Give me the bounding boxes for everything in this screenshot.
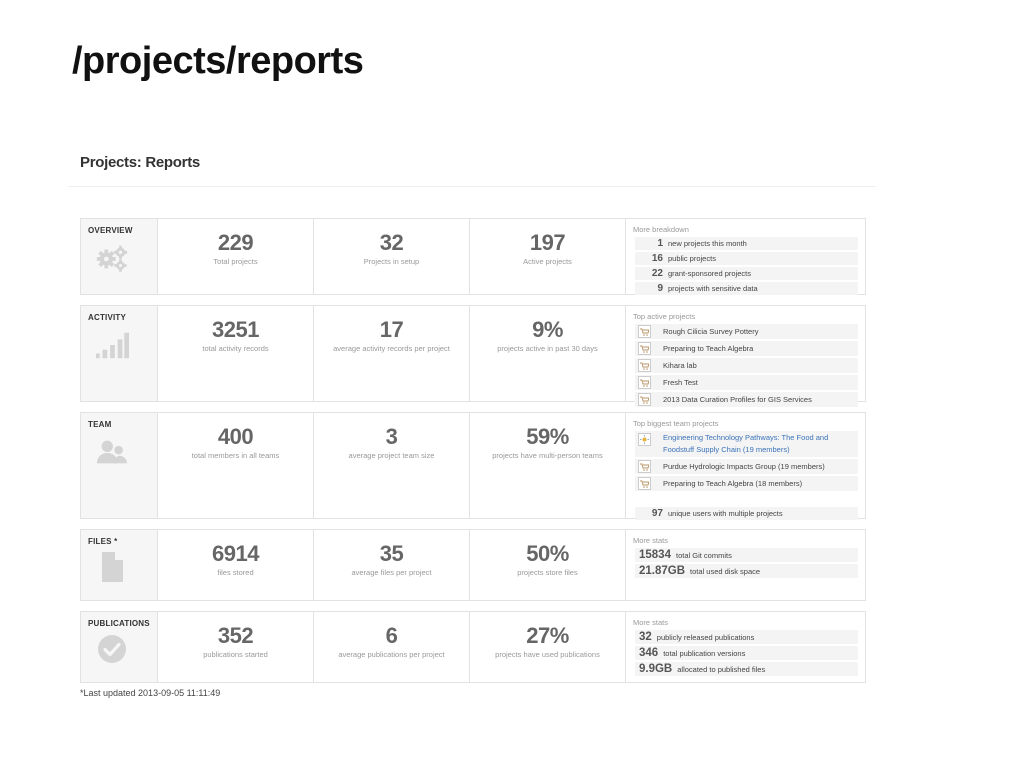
stat-caption: total activity records (202, 344, 269, 353)
stat-value: 9% (532, 317, 563, 342)
more-stats-value: 21.87GB (639, 565, 686, 577)
stat-value: 400 (217, 424, 254, 449)
stat-caption: average files per project (351, 568, 432, 577)
stat-value: 3251 (212, 317, 259, 342)
files-section (80, 529, 866, 601)
section-label: OVERVIEW (88, 226, 133, 235)
stat-value: 50% (526, 541, 569, 566)
stat-total-activity-records (158, 306, 314, 401)
unique-users-text: unique users with multiple projects (668, 509, 783, 518)
project-name: Preparing to Teach Algebra (18 members) (663, 479, 803, 488)
section-label: ACTIVITY (88, 313, 127, 322)
project-name: Rough Cilicia Survey Pottery (663, 327, 759, 336)
activity-section (80, 305, 866, 402)
stat-caption: Projects in setup (363, 257, 420, 266)
breakdown-row (635, 237, 858, 250)
project-cart-icon (638, 325, 651, 338)
stat-caption: average publications per project (338, 650, 445, 659)
publications-section (80, 611, 866, 683)
users-icon (95, 437, 129, 467)
project-row[interactable] (635, 392, 858, 407)
stat-value: 17 (379, 317, 404, 342)
publications-label-cell (81, 612, 158, 682)
stat-value: 6914 (212, 541, 259, 566)
stat-caption: average project team size (348, 451, 435, 460)
stat-publications-started (158, 612, 314, 682)
project-sun-icon (638, 433, 651, 446)
more-stats-row (635, 630, 858, 644)
overview-section (80, 218, 866, 295)
stat-caption: projects have multi-person teams (492, 451, 603, 460)
breakdown-text: new projects this month (668, 239, 747, 248)
stat-multi-person-teams (470, 413, 626, 518)
stat-projects-active-30-days (470, 306, 626, 401)
breakdown-count: 1 (657, 238, 663, 249)
breakdown-count: 22 (651, 268, 663, 279)
report-sections (80, 218, 866, 693)
project-name: Kihara lab (663, 361, 697, 370)
project-row[interactable] (635, 358, 858, 373)
project-link[interactable] (663, 432, 828, 456)
breakdown-text: grant-sponsored projects (668, 269, 751, 278)
stat-value: 59% (526, 424, 569, 449)
detail-title: Top active projects (633, 312, 696, 321)
stat-value: 197 (529, 230, 566, 255)
project-cart-icon (638, 393, 651, 406)
checkmark-circle-icon (95, 634, 129, 664)
more-stats-row (635, 548, 858, 562)
breakdown-row (635, 267, 858, 280)
stat-projects-store-files (470, 530, 626, 600)
project-name-line: Foodstuff Supply Chain (19 members) (663, 445, 790, 454)
section-label: FILES * (88, 537, 118, 546)
project-row[interactable] (635, 459, 858, 474)
stat-value: 32 (379, 230, 404, 255)
more-stats-text: allocated to published files (677, 664, 766, 674)
project-row[interactable] (635, 476, 858, 491)
project-row[interactable] (635, 375, 858, 390)
project-cart-icon (638, 477, 651, 490)
stat-caption: average activity records per project (333, 344, 450, 353)
detail-title: More stats (633, 618, 669, 627)
stat-caption: Active projects (523, 257, 572, 266)
breakdown-count: 16 (651, 253, 663, 264)
breakdown-text: public projects (668, 254, 716, 263)
stat-caption: projects store files (517, 568, 578, 577)
activity-label-cell (81, 306, 158, 401)
breakdown-count: 9 (657, 283, 663, 294)
detail-title: More breakdown (633, 225, 689, 234)
project-cart-icon (638, 460, 651, 473)
unique-users-row (635, 507, 858, 520)
stat-value: 27% (526, 623, 569, 648)
stat-active-projects (470, 219, 626, 294)
publications-more-stats (626, 612, 865, 682)
project-cart-icon (638, 376, 651, 389)
more-stats-value: 15834 (639, 549, 671, 561)
stat-files-stored (158, 530, 314, 600)
stat-total-projects (158, 219, 314, 294)
project-name: Fresh Test (663, 378, 698, 387)
detail-title: More stats (633, 536, 669, 545)
document-icon (95, 552, 129, 582)
detail-title: Top biggest team projects (633, 419, 719, 428)
stat-projects-in-setup (314, 219, 470, 294)
more-stats-text: publicly released publications (656, 632, 755, 642)
project-cart-icon (638, 342, 651, 355)
more-stats-text: total publication versions (663, 648, 746, 658)
more-stats-text: total Git commits (675, 550, 732, 560)
stat-total-members (158, 413, 314, 518)
page-title: Projects: Reports (80, 154, 200, 171)
files-more-stats (626, 530, 865, 600)
project-row[interactable] (635, 341, 858, 356)
more-stats-text: total used disk space (690, 566, 761, 576)
last-updated-footnote: *Last updated 2013-09-05 11:11:49 (80, 688, 221, 698)
stat-caption: Total projects (213, 257, 258, 266)
stat-caption: projects active in past 30 days (497, 344, 598, 353)
stat-average-files (314, 530, 470, 600)
overview-label-cell (81, 219, 158, 294)
slide-title: /projects/reports (72, 40, 364, 82)
breakdown-row (635, 252, 858, 265)
unique-users-count: 97 (651, 508, 663, 519)
stat-projects-used-publications (470, 612, 626, 682)
heading-divider (68, 186, 876, 187)
more-stats-value: 9.9GB (639, 663, 673, 675)
stat-value: 6 (385, 623, 398, 648)
stat-average-team-size (314, 413, 470, 518)
top-team-projects (626, 413, 865, 518)
section-label: TEAM (88, 420, 112, 429)
overview-breakdown (626, 219, 865, 294)
project-row[interactable] (635, 324, 858, 339)
stat-average-activity-records (314, 306, 470, 401)
team-label-cell (81, 413, 158, 518)
stat-value: 229 (217, 230, 254, 255)
stat-caption: total members in all teams (191, 451, 280, 460)
top-active-projects (626, 306, 865, 404)
more-stats-row (635, 564, 858, 578)
project-row[interactable] (635, 431, 858, 457)
section-label: PUBLICATIONS (88, 619, 150, 628)
project-cart-icon (638, 359, 651, 372)
stat-caption: files stored (217, 568, 254, 577)
project-name: Purdue Hydrologic Impacts Group (19 members) (663, 462, 825, 471)
more-stats-row (635, 662, 858, 676)
stat-caption: publications started (203, 650, 268, 659)
more-stats-value: 32 (639, 631, 652, 643)
stat-caption: projects have used publications (495, 650, 600, 659)
project-name: Preparing to Teach Algebra (663, 344, 754, 353)
more-stats-row (635, 646, 858, 660)
files-label-cell (81, 530, 158, 600)
stat-value: 352 (217, 623, 254, 648)
breakdown-row (635, 282, 858, 295)
team-section (80, 412, 866, 519)
stat-value: 3 (385, 424, 398, 449)
stat-average-publications (314, 612, 470, 682)
project-name: 2013 Data Curation Profiles for GIS Services (663, 395, 812, 404)
gears-icon (95, 243, 129, 273)
more-stats-value: 346 (639, 647, 659, 659)
stat-value: 35 (379, 541, 404, 566)
breakdown-text: projects with sensitive data (668, 284, 758, 293)
signal-bars-icon (95, 330, 129, 360)
project-name-line: Engineering Technology Pathways: The Food and (663, 433, 829, 442)
